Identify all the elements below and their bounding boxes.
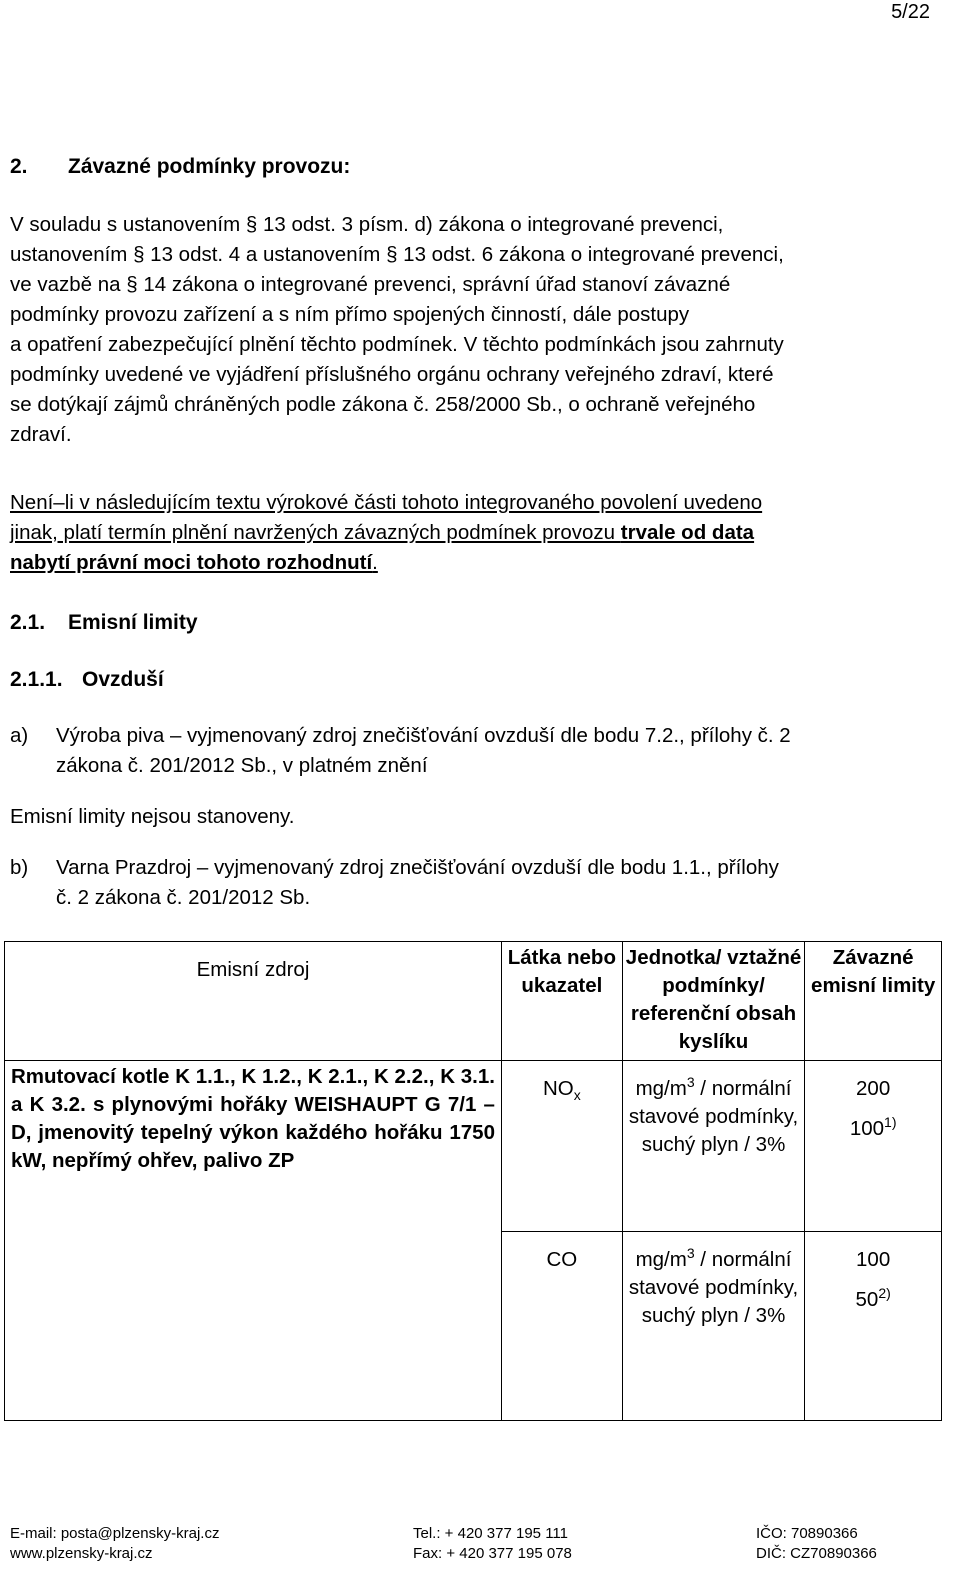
notice-line: nabytí právní moci tohoto rozhodnutí. xyxy=(10,551,378,574)
header-substance: Látka nebo ukazatel xyxy=(501,942,622,1061)
list-item-b xyxy=(10,853,928,913)
intro-line: zdraví. xyxy=(10,423,72,446)
emission-source-cell: Rmutovací kotle K 1.1., K 1.2., K 2.1., K 2.2., K 3.1. a K 3.2. s plynovými hořáky WEISHAUPT G 7/1 – D, jmenovitý tepelný výkon každého hořáku 1750 kW, nepřímý ohřev, palivo ZP xyxy=(5,1061,502,1421)
footer-ids xyxy=(756,1524,877,1564)
header-source: Emisní zdroj xyxy=(5,942,502,1061)
list-item-line: zákona č. 201/2012 Sb., v platném znění xyxy=(56,754,428,777)
substance-cell: CO xyxy=(501,1232,622,1421)
limit-value-reduced: 100$^{1)}$ xyxy=(849,1114,897,1140)
notice-line: Není–li v následujícím textu výrokové části tohoto integrovaného povolení uvedeno xyxy=(10,491,763,514)
no-limits-text: Emisní limity nejsou stanoveny. xyxy=(10,805,295,828)
intro-line: se dotýkají zájmů chráněných podle zákona č. 258/2000 Sb., o ochraně veřejného xyxy=(10,393,756,416)
section-heading xyxy=(10,152,350,182)
list-item-line: Varna Prazdroj – vyjmenovaný zdroj znečišťování ovzduší dle bodu 1.1., přílohy xyxy=(56,856,779,879)
limit-value: 100 xyxy=(856,1248,891,1271)
footer-dic: DIČ: CZ70890366 xyxy=(756,1545,877,1562)
list-item-label: a) xyxy=(10,724,29,747)
subsection-title: Emisní limity xyxy=(68,611,198,634)
notice-line: jinak, platí termín plnění navržených závazných podmínek provozu trvale od data xyxy=(10,521,755,544)
limit-value-reduced: 50$^{2)}$ xyxy=(855,1285,891,1311)
header-unit: Jednotka/ vztažné podmínky/ referenční obsah kyslíku xyxy=(622,942,805,1061)
footer-fax: Fax: + 420 377 195 078 xyxy=(413,1545,572,1562)
unit-cell: $mg/m^3$ / normální stavové podmínky, suchý plyn / 3% xyxy=(622,1232,805,1421)
page-number: 5/22 xyxy=(891,1,930,23)
subsection-heading xyxy=(10,608,198,638)
list-item-line: Výroba piva – vyjmenovaný zdroj znečišťování ovzduší dle bodu 7.2., přílohy č. 2 xyxy=(56,724,791,747)
list-item-a xyxy=(10,721,928,781)
table-row xyxy=(5,1061,942,1232)
limit-cell xyxy=(805,1061,942,1232)
header-limits: Závazné emisní limity xyxy=(805,942,942,1061)
table-header-row xyxy=(5,942,942,1061)
footer-email: E-mail: posta@plzensky-kraj.cz xyxy=(10,1525,220,1542)
intro-paragraph xyxy=(10,210,928,450)
list-item-line: č. 2 zákona č. 201/2012 Sb. xyxy=(56,886,311,909)
subsubsection-number: 2.1.1. xyxy=(10,668,63,691)
unit-cell: $mg/m^3$ / normální stavové podmínky, suchý plyn / 3% xyxy=(622,1061,805,1232)
footer-ico: IČO: 70890366 xyxy=(756,1525,858,1542)
substance-cell: $NO_x$ xyxy=(501,1061,622,1232)
intro-line: podmínky uvedené ve vyjádření příslušného orgánu ochrany veřejného zdraví, které xyxy=(10,363,774,386)
limit-cell xyxy=(805,1232,942,1421)
limit-value: 200 xyxy=(856,1077,891,1100)
subsubsection-title: Ovzduší xyxy=(82,668,164,691)
intro-line: podmínky provozu zařízení a s ním přímo spojených činností, dále postupy xyxy=(10,303,690,326)
list-item-label: b) xyxy=(10,856,29,879)
intro-line: a opatření zabezpečující plnění těchto podmínek. V těchto podmínkách jsou zahrnuty xyxy=(10,333,784,356)
intro-line: ustanovením § 13 odst. 4 a ustanovením § 13 odst. 6 zákona o integrované prevenci, xyxy=(10,243,784,266)
footer-phone xyxy=(413,1524,572,1564)
section-title: Závazné podmínky provozu: xyxy=(68,155,351,178)
footer-web: www.plzensky-kraj.cz xyxy=(10,1545,153,1562)
subsection-number: 2.1. xyxy=(10,611,46,634)
footer-tel: Tel.: + 420 377 195 111 xyxy=(413,1525,568,1542)
notice-paragraph xyxy=(10,488,928,578)
section-number: 2. xyxy=(10,155,28,178)
intro-line: ve vazbě na § 14 zákona o integrované prevenci, správní úřad stanoví závazné xyxy=(10,273,731,296)
subsubsection-heading xyxy=(10,665,164,695)
intro-line: V souladu s ustanovením § 13 odst. 3 písm. d) zákona o integrované prevenci, xyxy=(10,213,724,236)
footer-contact xyxy=(10,1524,219,1564)
emission-limits-table xyxy=(4,941,942,1421)
